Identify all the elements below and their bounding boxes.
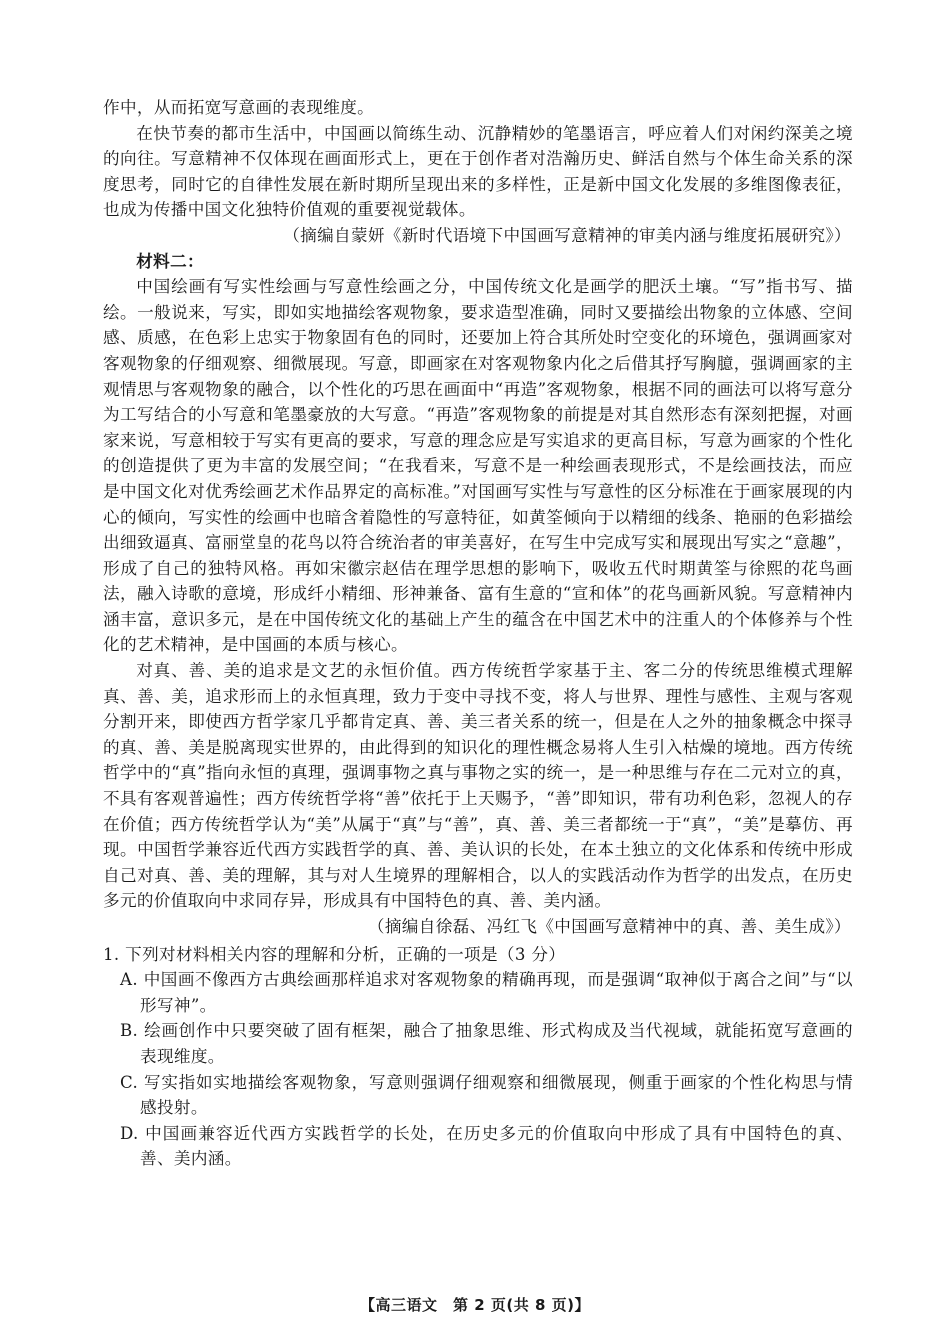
source-citation-2: （摘编自徐磊、冯红飞《中国画写意精神中的真、善、美生成》）: [367, 917, 851, 936]
question-1-option-a: A. 中国画不像西方古典绘画那样追求对客观物象的精确再现，而是强调“取神似于离合之间”与“以形写神”。: [120, 970, 853, 1015]
page-content: [103, 95, 853, 1172]
material-2-heading: 材料二：: [136, 251, 204, 271]
question-1-option-d: D. 中国画兼容近代西方实践哲学的长处，在历史多元的价值取向中形成了具有中国特色的真、善、美内涵。: [120, 1123, 853, 1169]
question-1-option-c: C. 写实指如实地描绘客观物象，写意则强调仔细观察和细微展现，侧重于画家的个性化构思与情感投射。: [120, 1072, 853, 1118]
continuation-text: 作中，从而拓宽写意画的表现维度。: [103, 98, 375, 117]
source-citation-1: （摘编自蒙妍《新时代语境下中国画写意精神的审美内涵与维度拓展研究》）: [283, 225, 851, 245]
question-1-option-b: B. 绘画创作中只要突破了固有框架，融合了抽象思维、形式构成及当代视域，就能拓宽写意画的表现维度。: [120, 1021, 853, 1066]
paragraph-realism-freehand: 中国绘画有写实性绘画与写意性绘画之分，中国传统文化是画学的肥沃土壤。“写”指书写、描绘。一般说来，写实，即如实地描绘客观物象，要求造型准确，同时又要描绘出物象的立体感、空间感、质感，在色彩上忠实于物象固有色的同时，还要加上符合其所处时空变化的环境色，强调画家对客观物象的仔细观察、细微展现。写意，即画家在对客观物象内化之后借其抒写胸臆，强调画家的主观情思与客观物象的融合，以个性化的巧思在画面中“再造”客观物象，根据不同的画法可以将写意分为工写结合的小写意和笔墨豪放的大写意。“再造”客观物象的前提是对其自然形态有深刻把握，对画家来说，写意相较于写实有更高的要求，写意的理念应是写实追求的更高目标，写意为画家的个性化的创造提供了更为丰富的发展空间；“在我看来，写意不是一种绘画表现形式，不是绘画技法，而应是中国文化对优秀绘画艺术作品界定的高标准。”对国画写实性与写意性的区分标准在于画家展现的内心的倾向，写实性的绘画中也暗含着隐性的写意特征，如黄筌倾向于以精细的线条、艳丽的色彩描绘出细致逼真、富丽堂皇的花鸟以符合统治者的审美喜好，在写生中完成写实和展现出写实之“意趣”，形成了自己的独特风格。再如宋徽宗赵佶在理学思想的影响下，吸收五代时期黄筌与徐熙的花鸟画法，融入诗歌的意境，形成纤小精细、形神兼备、富有生意的“宣和体”的花鸟画新风貌。写意精神内涵丰富，意识多元，是在中国传统文化的基础上产生的蕴含在中国艺术中的注重人的个体修养与个性化的艺术精神，是中国画的本质与核心。: [103, 277, 853, 655]
paragraph-truth-goodness-beauty: 对真、善、美的追求是文艺的永恒价值。西方传统哲学家基于主、客二分的传统思维模式理解真、善、美，追求形而上的永恒真理，致力于变中寻找不变，将人与世界、理性与感性、主观与客观分割开来，即使西方哲学家几乎都肯定真、善、美三者关系的统一，但是在人之外的抽象概念中探寻的真、善、美是脱离现实世界的，由此得到的知识化的理性概念易将人生引入枯燥的境地。西方传统哲学中的“真”指向永恒的真理，强调事物之真与事物之实的统一，是一种思维与存在二元对立的真，不具有客观普遍性；西方传统哲学将“善”依托于上天赐予，“善”即知识，带有功利色彩，忽视人的存在价值；西方传统哲学认为“美”从属于“真”与“善”，真、善、美三者都统一于“真”，“美”是摹仿、再现。中国哲学兼容近代西方实践哲学的真、善、美认识的长处，在本土独立的文化体系和传统中形成自己对真、善、美的理解，其与对人生境界的理解相合，以人的实践活动作为哲学的出发点，在历史多元的价值取向中求同存异，形成具有中国特色的真、善、美内涵。: [103, 661, 853, 911]
page-footer: 【高三语文 第 2 页(共 8 页)】: [360, 1296, 590, 1314]
question-1-stem: 1. 下列对材料相关内容的理解和分析，正确的一项是（3 分）: [103, 944, 566, 964]
paragraph-urban-life: 在快节奏的都市生活中，中国画以简练生动、沉静精妙的笔墨语言，呼应着人们对闲约深美之境的向往。写意精神不仅体现在画面形式上，更在于创作者对浩瀚历史、鲜活自然与个体生命关系的深度思考，同时它的自律性发展在新时期所呈现出来的多样性，正是新中国文化发展的多维图像表征，也成为传播中国文化独特价值观的重要视觉载体。: [103, 123, 853, 220]
